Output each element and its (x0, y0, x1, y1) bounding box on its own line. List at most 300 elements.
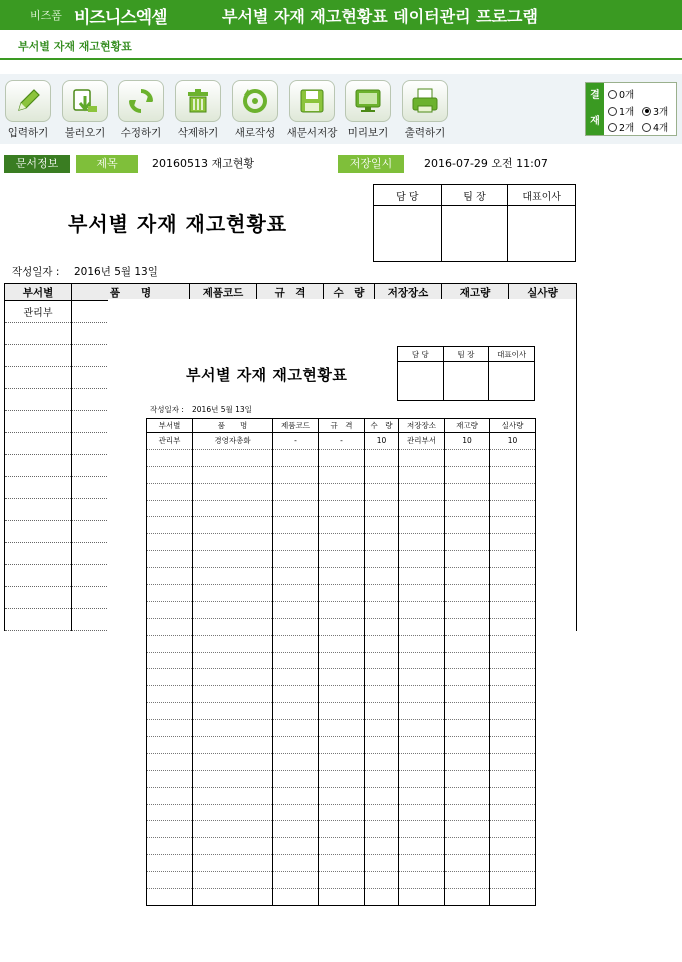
saved-time-value: 2016-07-29 오전 11:07 (424, 157, 548, 170)
preview-table-row (147, 618, 536, 635)
preview-table-cell (365, 568, 399, 585)
approval-option-4[interactable]: 4개 (642, 120, 668, 134)
preview-table (146, 418, 536, 906)
preview-table-cell (365, 720, 399, 737)
preview-col-header: 부서별 (147, 419, 193, 433)
preview-table-cell (147, 618, 193, 635)
col-header: 규 격 (257, 284, 324, 301)
preview-table-cell (445, 551, 490, 568)
preview-table-cell (319, 551, 365, 568)
preview-table-cell (445, 466, 490, 483)
new-doc-icon (232, 80, 278, 122)
preview-table-cell (490, 872, 536, 889)
preview-table-cell (399, 517, 445, 534)
col-header: 품 명 (72, 284, 190, 301)
preview-table-cell (147, 466, 193, 483)
preview-table-row (147, 517, 536, 534)
preview-table-cell (147, 787, 193, 804)
save-icon (289, 80, 335, 122)
preview-table-cell (399, 804, 445, 821)
preview-table-cell (273, 804, 319, 821)
preview-table-cell: 관리부 (147, 433, 193, 450)
preview-table-cell (273, 500, 319, 517)
app-title: 부서별 자재 재고현황표 데이터관리 프로그램 (222, 7, 538, 26)
preview-table-cell (147, 770, 193, 787)
preview-table-cell (193, 483, 273, 500)
preview-table-cell (273, 720, 319, 737)
preview-table-cell (490, 821, 536, 838)
radio-icon (608, 90, 617, 99)
preview-table-cell (365, 753, 399, 770)
preview-table-cell (399, 652, 445, 669)
preview-table-cell (147, 551, 193, 568)
table-cell[interactable] (5, 433, 72, 455)
preview-table-cell (319, 787, 365, 804)
preview-table-row (147, 720, 536, 737)
preview-table-cell (445, 500, 490, 517)
approval-selector (585, 82, 677, 136)
preview-table-cell (273, 483, 319, 500)
preview-col-header: 품 명 (193, 419, 273, 433)
preview-table-row (147, 500, 536, 517)
preview-table-cell (490, 686, 536, 703)
preview-table-cell (445, 618, 490, 635)
preview-table-cell (365, 855, 399, 872)
approval-sign-cell[interactable] (508, 206, 576, 262)
preview-table-cell (273, 449, 319, 466)
preview-table-row (147, 787, 536, 804)
input-button[interactable]: 입력하기 (0, 80, 56, 142)
edit-button[interactable]: 수정하기 (113, 80, 169, 142)
preview-table-cell (319, 568, 365, 585)
preview-written-date: 2016년 5월 13일 (192, 405, 252, 414)
brand-small: 비즈폼 (30, 9, 62, 22)
preview-table-cell (147, 753, 193, 770)
preview-table-row (147, 568, 536, 585)
preview-table-cell (399, 534, 445, 551)
preview-written-label: 작성일자 : (150, 405, 184, 414)
preview-table-cell (445, 753, 490, 770)
preview-table-cell (147, 703, 193, 720)
preview-table-cell (365, 686, 399, 703)
preview-table-cell (365, 838, 399, 855)
written-date-label: 작성일자 : (12, 266, 60, 278)
preview-table-row (147, 804, 536, 821)
preview-table-cell (147, 652, 193, 669)
preview-table-row (147, 585, 536, 602)
preview-table-cell (365, 585, 399, 602)
preview-table-cell (273, 585, 319, 602)
table-cell[interactable] (5, 411, 72, 433)
preview-table-row (147, 872, 536, 889)
preview-table-cell (490, 635, 536, 652)
preview-table-cell (319, 720, 365, 737)
preview-table-row (147, 703, 536, 720)
preview-table-cell (490, 838, 536, 855)
preview-table-cell (319, 872, 365, 889)
preview-table-cell (147, 585, 193, 602)
preview-table-row (147, 601, 536, 618)
preview-table-cell (445, 517, 490, 534)
import-icon (62, 80, 108, 122)
approval-option-1[interactable]: 1개 (608, 104, 634, 118)
preview-table-cell (399, 838, 445, 855)
preview-table-cell (273, 787, 319, 804)
table-cell[interactable] (5, 609, 72, 631)
preview-table-cell (365, 821, 399, 838)
preview-table-cell (490, 720, 536, 737)
preview-table-cell (193, 652, 273, 669)
preview-table-cell (319, 534, 365, 551)
preview-table-cell (193, 466, 273, 483)
table-cell[interactable] (5, 565, 72, 587)
preview-table-cell (490, 466, 536, 483)
preview-table-cell (273, 855, 319, 872)
subject-value[interactable]: 20160513 재고현황 (152, 157, 254, 170)
preview-table-row (147, 753, 536, 770)
preview-table-cell (193, 770, 273, 787)
approval-option-0[interactable]: 0개 (608, 87, 634, 101)
table-cell[interactable] (5, 587, 72, 609)
preview-table-cell (193, 618, 273, 635)
preview-table-cell (445, 449, 490, 466)
preview-table-cell (193, 517, 273, 534)
preview-table-cell (399, 500, 445, 517)
table-cell[interactable] (5, 543, 72, 565)
preview-table-row (147, 433, 536, 450)
table-cell[interactable] (5, 455, 72, 477)
approval-sign-cell[interactable] (441, 206, 508, 262)
approval-header: 결 재 (586, 83, 604, 135)
preview-table-row (147, 652, 536, 669)
preview-table-cell (193, 686, 273, 703)
preview-table-cell (365, 601, 399, 618)
preview-table-cell (365, 635, 399, 652)
preview-table-cell (445, 855, 490, 872)
preview-table-cell (319, 652, 365, 669)
preview-table-cell (193, 449, 273, 466)
preview-table-cell (147, 534, 193, 551)
sheet-approval-box: 담 당 팀 장 대표이사 (373, 184, 576, 262)
preview-table-cell (319, 449, 365, 466)
preview-table-cell (445, 534, 490, 551)
preview-table-cell (273, 568, 319, 585)
preview-table-cell (147, 737, 193, 754)
preview-table-cell (445, 568, 490, 585)
preview-table-cell (445, 889, 490, 906)
preview-table-cell (399, 635, 445, 652)
preview-table-cell (147, 568, 193, 585)
preview-table-cell (319, 855, 365, 872)
preview-table-cell (399, 618, 445, 635)
preview-table-cell (147, 889, 193, 906)
preview-table-cell (319, 737, 365, 754)
saved-time-label: 저장일시 (338, 155, 404, 173)
preview-table-row (147, 635, 536, 652)
preview-table-cell (365, 483, 399, 500)
preview-table-cell (273, 534, 319, 551)
preview-table-cell (147, 821, 193, 838)
preview-table-cell (319, 635, 365, 652)
preview-table-cell (365, 669, 399, 686)
preview-table-cell (273, 821, 319, 838)
preview-table-cell (193, 551, 273, 568)
preview-table-cell (399, 753, 445, 770)
preview-table-cell (365, 737, 399, 754)
preview-table-cell (193, 703, 273, 720)
preview-table-cell (273, 618, 319, 635)
preview-table-cell (319, 804, 365, 821)
preview-table-cell (399, 703, 445, 720)
preview-table-cell (445, 770, 490, 787)
preview-table-cell (193, 753, 273, 770)
preview-table-cell (273, 889, 319, 906)
radio-icon (642, 123, 651, 132)
col-header: 저장장소 (375, 284, 442, 301)
refresh-icon (118, 80, 164, 122)
preview-table-cell (193, 855, 273, 872)
preview-table-cell (399, 686, 445, 703)
preview-table-row (147, 466, 536, 483)
preview-table-cell (273, 466, 319, 483)
preview-table-row (147, 483, 536, 500)
preview-table-cell (193, 669, 273, 686)
preview-table-cell (147, 872, 193, 889)
preview-table-cell (273, 635, 319, 652)
preview-table-cell (319, 601, 365, 618)
preview-table-cell (365, 770, 399, 787)
preview-table-cell (365, 551, 399, 568)
preview-table-cell (490, 449, 536, 466)
subject-label: 제목 (76, 155, 138, 173)
table-cell[interactable] (5, 521, 72, 543)
preview-table-cell (365, 889, 399, 906)
preview-table-cell (365, 804, 399, 821)
preview-table-cell (193, 534, 273, 551)
preview-table-row (147, 821, 536, 838)
app-header (0, 0, 682, 30)
preview-table-cell (399, 601, 445, 618)
preview-table-cell (445, 635, 490, 652)
preview-table-cell (147, 635, 193, 652)
preview-table-cell (147, 855, 193, 872)
preview-table-cell (273, 703, 319, 720)
preview-table-cell: 10 (365, 433, 399, 450)
preview-table-cell (399, 821, 445, 838)
print-button[interactable]: 출력하기 (397, 80, 453, 142)
preview-table-cell (490, 585, 536, 602)
save-document-button[interactable]: 새문서저장 (284, 80, 340, 142)
preview-table-cell (193, 737, 273, 754)
preview-table-cell (273, 770, 319, 787)
preview-col-header: 실사량 (490, 419, 536, 433)
toolbar (0, 74, 682, 144)
preview-col-header: 수 량 (365, 419, 399, 433)
preview-table-cell (193, 720, 273, 737)
preview-col-header: 저장장소 (399, 419, 445, 433)
preview-table-cell (490, 483, 536, 500)
preview-table-cell (490, 703, 536, 720)
written-date-value[interactable]: 2016년 5월 13일 (74, 266, 158, 278)
approval-sign-cell[interactable] (374, 206, 442, 262)
load-button[interactable]: 불러오기 (57, 80, 113, 142)
preview-table-row (147, 855, 536, 872)
preview-table-cell: 10 (445, 433, 490, 450)
preview-table-cell (445, 804, 490, 821)
preview-table-cell (147, 449, 193, 466)
preview-table-cell (365, 872, 399, 889)
preview-table-cell (399, 483, 445, 500)
preview-table-cell (147, 838, 193, 855)
preview-table-cell (193, 500, 273, 517)
preview-table-row (147, 534, 536, 551)
preview-table-cell (490, 500, 536, 517)
preview-table-cell (193, 585, 273, 602)
preview-table-cell (399, 737, 445, 754)
preview-table-cell (445, 585, 490, 602)
preview-table-cell (273, 737, 319, 754)
radio-selected-icon (642, 107, 651, 116)
monitor-icon (345, 80, 391, 122)
preview-table-cell (445, 838, 490, 855)
preview-table-cell (319, 703, 365, 720)
preview-table-cell: - (319, 433, 365, 450)
page-subtitle: 부서별 자재 재고현황표 (18, 40, 132, 53)
preview-table-cell (445, 720, 490, 737)
preview-table-cell (147, 601, 193, 618)
preview-table-cell (319, 838, 365, 855)
preview-table-cell (319, 618, 365, 635)
preview-table-cell (399, 669, 445, 686)
preview-table-cell (490, 804, 536, 821)
preview-table-cell (319, 753, 365, 770)
preview-table-cell (445, 483, 490, 500)
preview-table-cell (319, 500, 365, 517)
table-cell[interactable] (5, 499, 72, 521)
preview-table-cell (490, 534, 536, 551)
preview-table-cell (490, 568, 536, 585)
doc-info-label: 문서정보 (4, 155, 70, 173)
table-cell[interactable] (5, 367, 72, 389)
col-header: 제품코드 (190, 284, 257, 301)
printer-icon (402, 80, 448, 122)
preview-table-cell (490, 601, 536, 618)
table-cell[interactable] (5, 345, 72, 367)
preview-table-cell (399, 466, 445, 483)
preview-table-cell (273, 872, 319, 889)
preview-table-cell (147, 483, 193, 500)
delete-button[interactable]: 삭제하기 (170, 80, 226, 142)
preview-table-cell (365, 466, 399, 483)
preview-col-header: 재고량 (445, 419, 490, 433)
preview-table-cell (319, 517, 365, 534)
preview-button[interactable]: 미리보기 (340, 80, 396, 142)
preview-table-cell (490, 652, 536, 669)
new-document-button[interactable]: 새로작성 (227, 80, 283, 142)
preview-table-cell (490, 855, 536, 872)
approval-option-3[interactable]: 3개 (642, 104, 668, 118)
preview-table-cell: 관리부서 (399, 433, 445, 450)
preview-table-cell (365, 534, 399, 551)
preview-table-cell (445, 601, 490, 618)
preview-approval-box: 담 당 팀 장 대표이사 (397, 346, 535, 401)
preview-table-row (147, 686, 536, 703)
preview-table-row (147, 551, 536, 568)
preview-table-cell (399, 551, 445, 568)
preview-table-cell (319, 669, 365, 686)
preview-table-cell (365, 652, 399, 669)
table-cell[interactable]: 관리부 (5, 301, 72, 323)
preview-table-cell: 경영자총화 (193, 433, 273, 450)
col-header: 부서별 (5, 284, 72, 301)
preview-table-cell (445, 821, 490, 838)
preview-table-cell (399, 872, 445, 889)
preview-table-cell (147, 804, 193, 821)
preview-table-cell (490, 753, 536, 770)
preview-table-cell (193, 838, 273, 855)
preview-table-cell (319, 821, 365, 838)
preview-table-cell (319, 770, 365, 787)
col-header: 수 량 (324, 284, 375, 301)
preview-table-cell (490, 618, 536, 635)
preview-table-cell (147, 686, 193, 703)
preview-table-cell (193, 889, 273, 906)
pencil-icon (5, 80, 51, 122)
preview-table-cell (273, 652, 319, 669)
preview-table-cell (399, 889, 445, 906)
preview-table-cell (193, 821, 273, 838)
preview-table-cell (193, 804, 273, 821)
preview-table-cell (445, 686, 490, 703)
preview-table-cell (319, 483, 365, 500)
preview-table-cell (193, 787, 273, 804)
preview-table-cell (399, 585, 445, 602)
preview-table-cell (445, 669, 490, 686)
trash-icon (175, 80, 221, 122)
table-cell[interactable] (5, 323, 72, 345)
preview-table-cell (365, 449, 399, 466)
preview-table-cell (445, 872, 490, 889)
preview-col-header: 규 격 (319, 419, 365, 433)
table-cell[interactable] (5, 389, 72, 411)
preview-table-cell (193, 635, 273, 652)
preview-table-cell (490, 737, 536, 754)
preview-table-cell (490, 889, 536, 906)
preview-table-cell (147, 720, 193, 737)
preview-table-row (147, 838, 536, 855)
preview-table-cell (399, 787, 445, 804)
header-divider (0, 58, 682, 60)
preview-table-cell (365, 500, 399, 517)
preview-table-cell (365, 787, 399, 804)
preview-table-cell (273, 686, 319, 703)
approval-option-2[interactable]: 2개 (608, 120, 634, 134)
preview-table-cell (365, 618, 399, 635)
col-header: 실사량 (509, 284, 577, 301)
preview-table-cell (365, 703, 399, 720)
preview-table-cell (273, 753, 319, 770)
preview-table-cell (445, 652, 490, 669)
table-cell[interactable] (5, 477, 72, 499)
preview-table-cell (193, 568, 273, 585)
preview-table-cell (147, 500, 193, 517)
preview-table-cell (319, 889, 365, 906)
preview-table-cell (147, 517, 193, 534)
preview-table-cell (490, 551, 536, 568)
preview-table-cell: 10 (490, 433, 536, 450)
preview-table-cell (490, 770, 536, 787)
preview-table-cell (365, 517, 399, 534)
